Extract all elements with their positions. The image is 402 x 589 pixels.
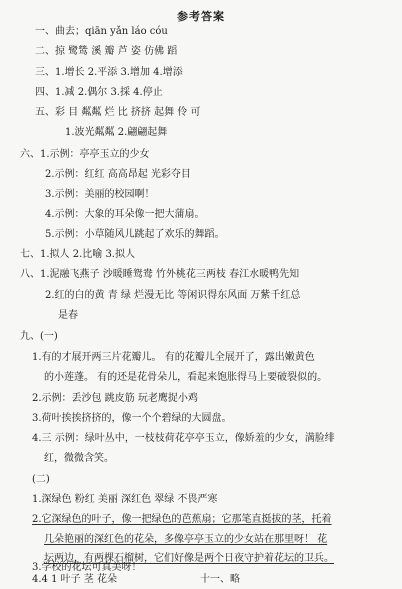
answer-line: 七、1.拟人 2.比喻 3.拟人 xyxy=(20,249,135,260)
answer-line: 的小莲蓬。 有的还是花骨朵儿，看起来饱胀得马上要破裂似的。 xyxy=(44,372,328,383)
answer-line: 六、1.示例：亭亭玉立的少女 xyxy=(20,149,150,160)
answer-line: 4.三 示例：绿叶丛中，一枝枝荷花亭亭玉立，像娇羞的少女，满脸绯 xyxy=(32,433,335,444)
answer-line: 十一、略 xyxy=(200,574,240,585)
answer-line: 二、掠 鹭鸶 溪 瓣 芦 姿 仿佛 蹈 xyxy=(35,46,178,57)
answer-line: 2.红的白的黄 青 绿 烂漫无比 等闲识得东风面 万紫千红总 xyxy=(45,290,301,301)
answer-line: 坛两边，有两棵石榴树，它们好像是两个日夜守护着花坛的卫兵。 xyxy=(44,553,334,564)
answer-line: 4.4 1 叶子 茎 花朵 xyxy=(32,574,117,585)
answer-line: (二) xyxy=(32,474,50,485)
answer-line: 5.示例：小草随风儿跳起了欢乐的舞蹈。 xyxy=(45,229,225,240)
answer-line: 八、1.泥融飞燕子 沙暖睡鸳鸯 竹外桃花三两枝 春江水暖鸭先知 xyxy=(20,269,300,280)
answer-line: 3.学校的花坛可真美呀！ xyxy=(32,562,142,573)
answer-line: 三、1.增长 2.平添 3.增加 4.增添 xyxy=(35,67,183,78)
answer-line: 3.荷叶挨挨挤挤的，像一个个碧绿的大圆盘。 xyxy=(32,413,232,424)
answer-line: 1.有的才展开两三片花瓣儿。 有的花瓣儿全展开了，露出嫩黄色 xyxy=(32,352,315,363)
answer-line: 2.示例：丢沙包 跳皮筋 玩老鹰捉小鸡 xyxy=(32,393,198,404)
answer-line: 1.波光粼粼 2.翩翩起舞 xyxy=(65,127,168,138)
answer-line: 四、1.减 2.偶尔 3.採 4.停止 xyxy=(35,87,163,98)
answer-line: 一、曲去；qiān yǎn láo cóu xyxy=(35,26,168,37)
answer-line: 1.深绿色 粉红 美丽 深红色 翠绿 不畏严寒 xyxy=(32,494,218,505)
answer-line: 2.示例：红红 高高昂起 光彩夺目 xyxy=(45,169,191,180)
answer-line: 几朵艳丽的深红色的花朵，多像亭亭玉立的少女站在那里呀！ 花 xyxy=(44,534,328,545)
answer-line: 4.示例：大象的耳朵像一把大蒲扇。 xyxy=(45,209,205,220)
answer-line: 五、彩 目 粼粼 烂 比 挤挤 起舞 伶 可 xyxy=(35,107,201,118)
answer-line: 3.示例：美丽的校园啊！ xyxy=(45,189,155,200)
page-title: 参考答案 xyxy=(177,10,225,23)
answer-line: 是春 xyxy=(58,310,78,321)
answer-line: 九、(一) xyxy=(20,331,58,342)
answer-line: 红，微微含笑。 xyxy=(44,453,114,464)
answer-line: 2.它深绿色的叶子，像一把绿色的芭蕉扇；它那笔直挺拔的茎，托着 xyxy=(32,514,332,525)
